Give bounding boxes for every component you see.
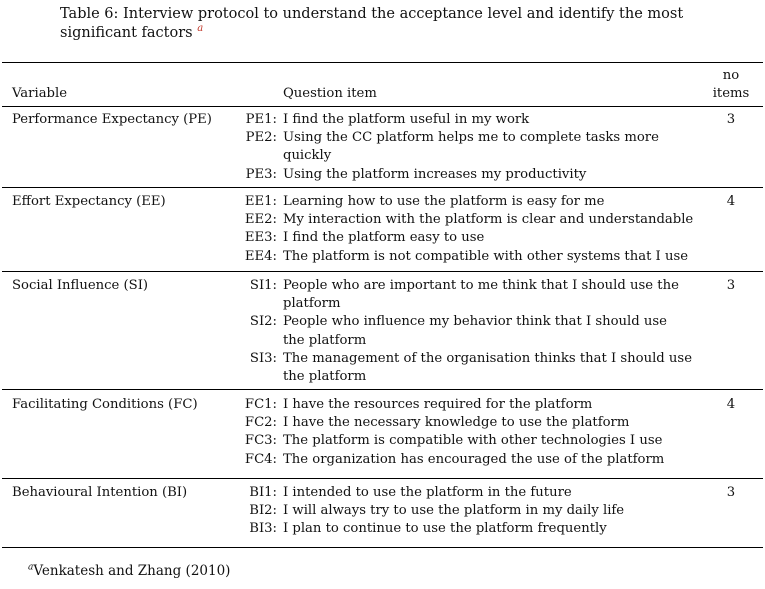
question-text: I plan to continue to use the platform frequently bbox=[283, 521, 607, 537]
question-text: People who influence my behavior think that I should use bbox=[283, 314, 667, 330]
question-text: the platform bbox=[283, 332, 367, 348]
header-rule bbox=[2, 106, 763, 107]
caption-footnote-marker: a bbox=[197, 23, 204, 35]
question-text: Learning how to use the platform is easy for me bbox=[283, 194, 605, 209]
variable-cell: Effort Expectancy (EE) bbox=[12, 194, 166, 209]
table-bottom-rule bbox=[2, 547, 763, 548]
question-code: BI1: bbox=[249, 485, 277, 500]
item-count-cell: 4 bbox=[726, 397, 736, 412]
footnote-text: Venkatesh and Zhang (2010) bbox=[33, 563, 231, 579]
question-text: I find the platform easy to use bbox=[283, 230, 485, 246]
question-code: FC1: bbox=[244, 397, 277, 412]
question-text: I intended to use the platform in the future bbox=[283, 485, 572, 500]
question-text: I find the platform useful in my work bbox=[283, 112, 530, 127]
item-count-cell: 3 bbox=[726, 278, 736, 293]
question-code: PE2: bbox=[245, 130, 277, 146]
question-text: The management of the organisation thinks that I should use bbox=[283, 350, 692, 366]
variable-cell: Social Influence (SI) bbox=[12, 278, 149, 293]
question-text: The organization has encouraged the use of the platform bbox=[283, 451, 665, 467]
question-code: FC3: bbox=[244, 433, 277, 449]
question-code: BI2: bbox=[249, 503, 277, 519]
question-text: My interaction with the platform is clear and understandable bbox=[283, 212, 694, 228]
question-text: The platform is not compatible with other systems that I use bbox=[283, 248, 689, 264]
question-code: EE3: bbox=[244, 230, 277, 246]
group-separator-rule bbox=[2, 389, 763, 390]
question-text: I will always try to use the platform in my daily life bbox=[283, 503, 625, 519]
question-text: I have the resources required for the platform bbox=[283, 397, 593, 412]
table-caption bbox=[60, 5, 740, 43]
question-code: PE1: bbox=[245, 112, 277, 127]
question-text: I have the necessary knowledge to use the platform bbox=[283, 415, 630, 431]
header-variable: Variable bbox=[12, 86, 68, 101]
question-text: Using the CC platform helps me to complete tasks more bbox=[283, 130, 659, 146]
question-code: EE4: bbox=[244, 248, 277, 264]
item-count-cell: 4 bbox=[726, 194, 736, 209]
variable-cell: Facilitating Conditions (FC) bbox=[12, 397, 198, 412]
variable-cell: Performance Expectancy (PE) bbox=[12, 112, 212, 127]
question-code: FC2: bbox=[244, 415, 277, 431]
question-text: Using the platform increases my productivity bbox=[283, 166, 587, 182]
question-code: EE2: bbox=[244, 212, 277, 228]
table-footnote bbox=[28, 562, 230, 580]
item-count-cell: 3 bbox=[726, 112, 736, 127]
question-code: SI1: bbox=[249, 278, 277, 293]
header-count-line1: no bbox=[722, 68, 740, 83]
question-code: EE1: bbox=[244, 194, 277, 209]
question-code: PE3: bbox=[245, 166, 277, 182]
question-code: FC4: bbox=[244, 451, 277, 467]
question-text: The platform is compatible with other technologies I use bbox=[283, 433, 663, 449]
group-separator-rule bbox=[2, 187, 763, 188]
question-text: platform bbox=[283, 296, 341, 312]
question-code: SI3: bbox=[249, 350, 277, 366]
question-text: quickly bbox=[283, 148, 332, 164]
variable-cell: Behavioural Intention (BI) bbox=[12, 485, 188, 500]
item-count-cell: 3 bbox=[726, 485, 736, 500]
caption-text: Table 6: Interview protocol to understand the acceptance level and identify the most significant factors bbox=[60, 6, 684, 41]
header-question: Question item bbox=[283, 86, 377, 101]
question-text: People who are important to me think that I should use the bbox=[283, 278, 679, 293]
footnote-marker: a bbox=[28, 562, 34, 573]
group-separator-rule bbox=[2, 271, 763, 272]
table-top-rule bbox=[2, 62, 763, 63]
group-separator-rule bbox=[2, 478, 763, 479]
header-count-line2: items bbox=[712, 86, 750, 101]
question-code: BI3: bbox=[249, 521, 277, 537]
question-text: the platform bbox=[283, 369, 367, 384]
question-code: SI2: bbox=[249, 314, 277, 330]
